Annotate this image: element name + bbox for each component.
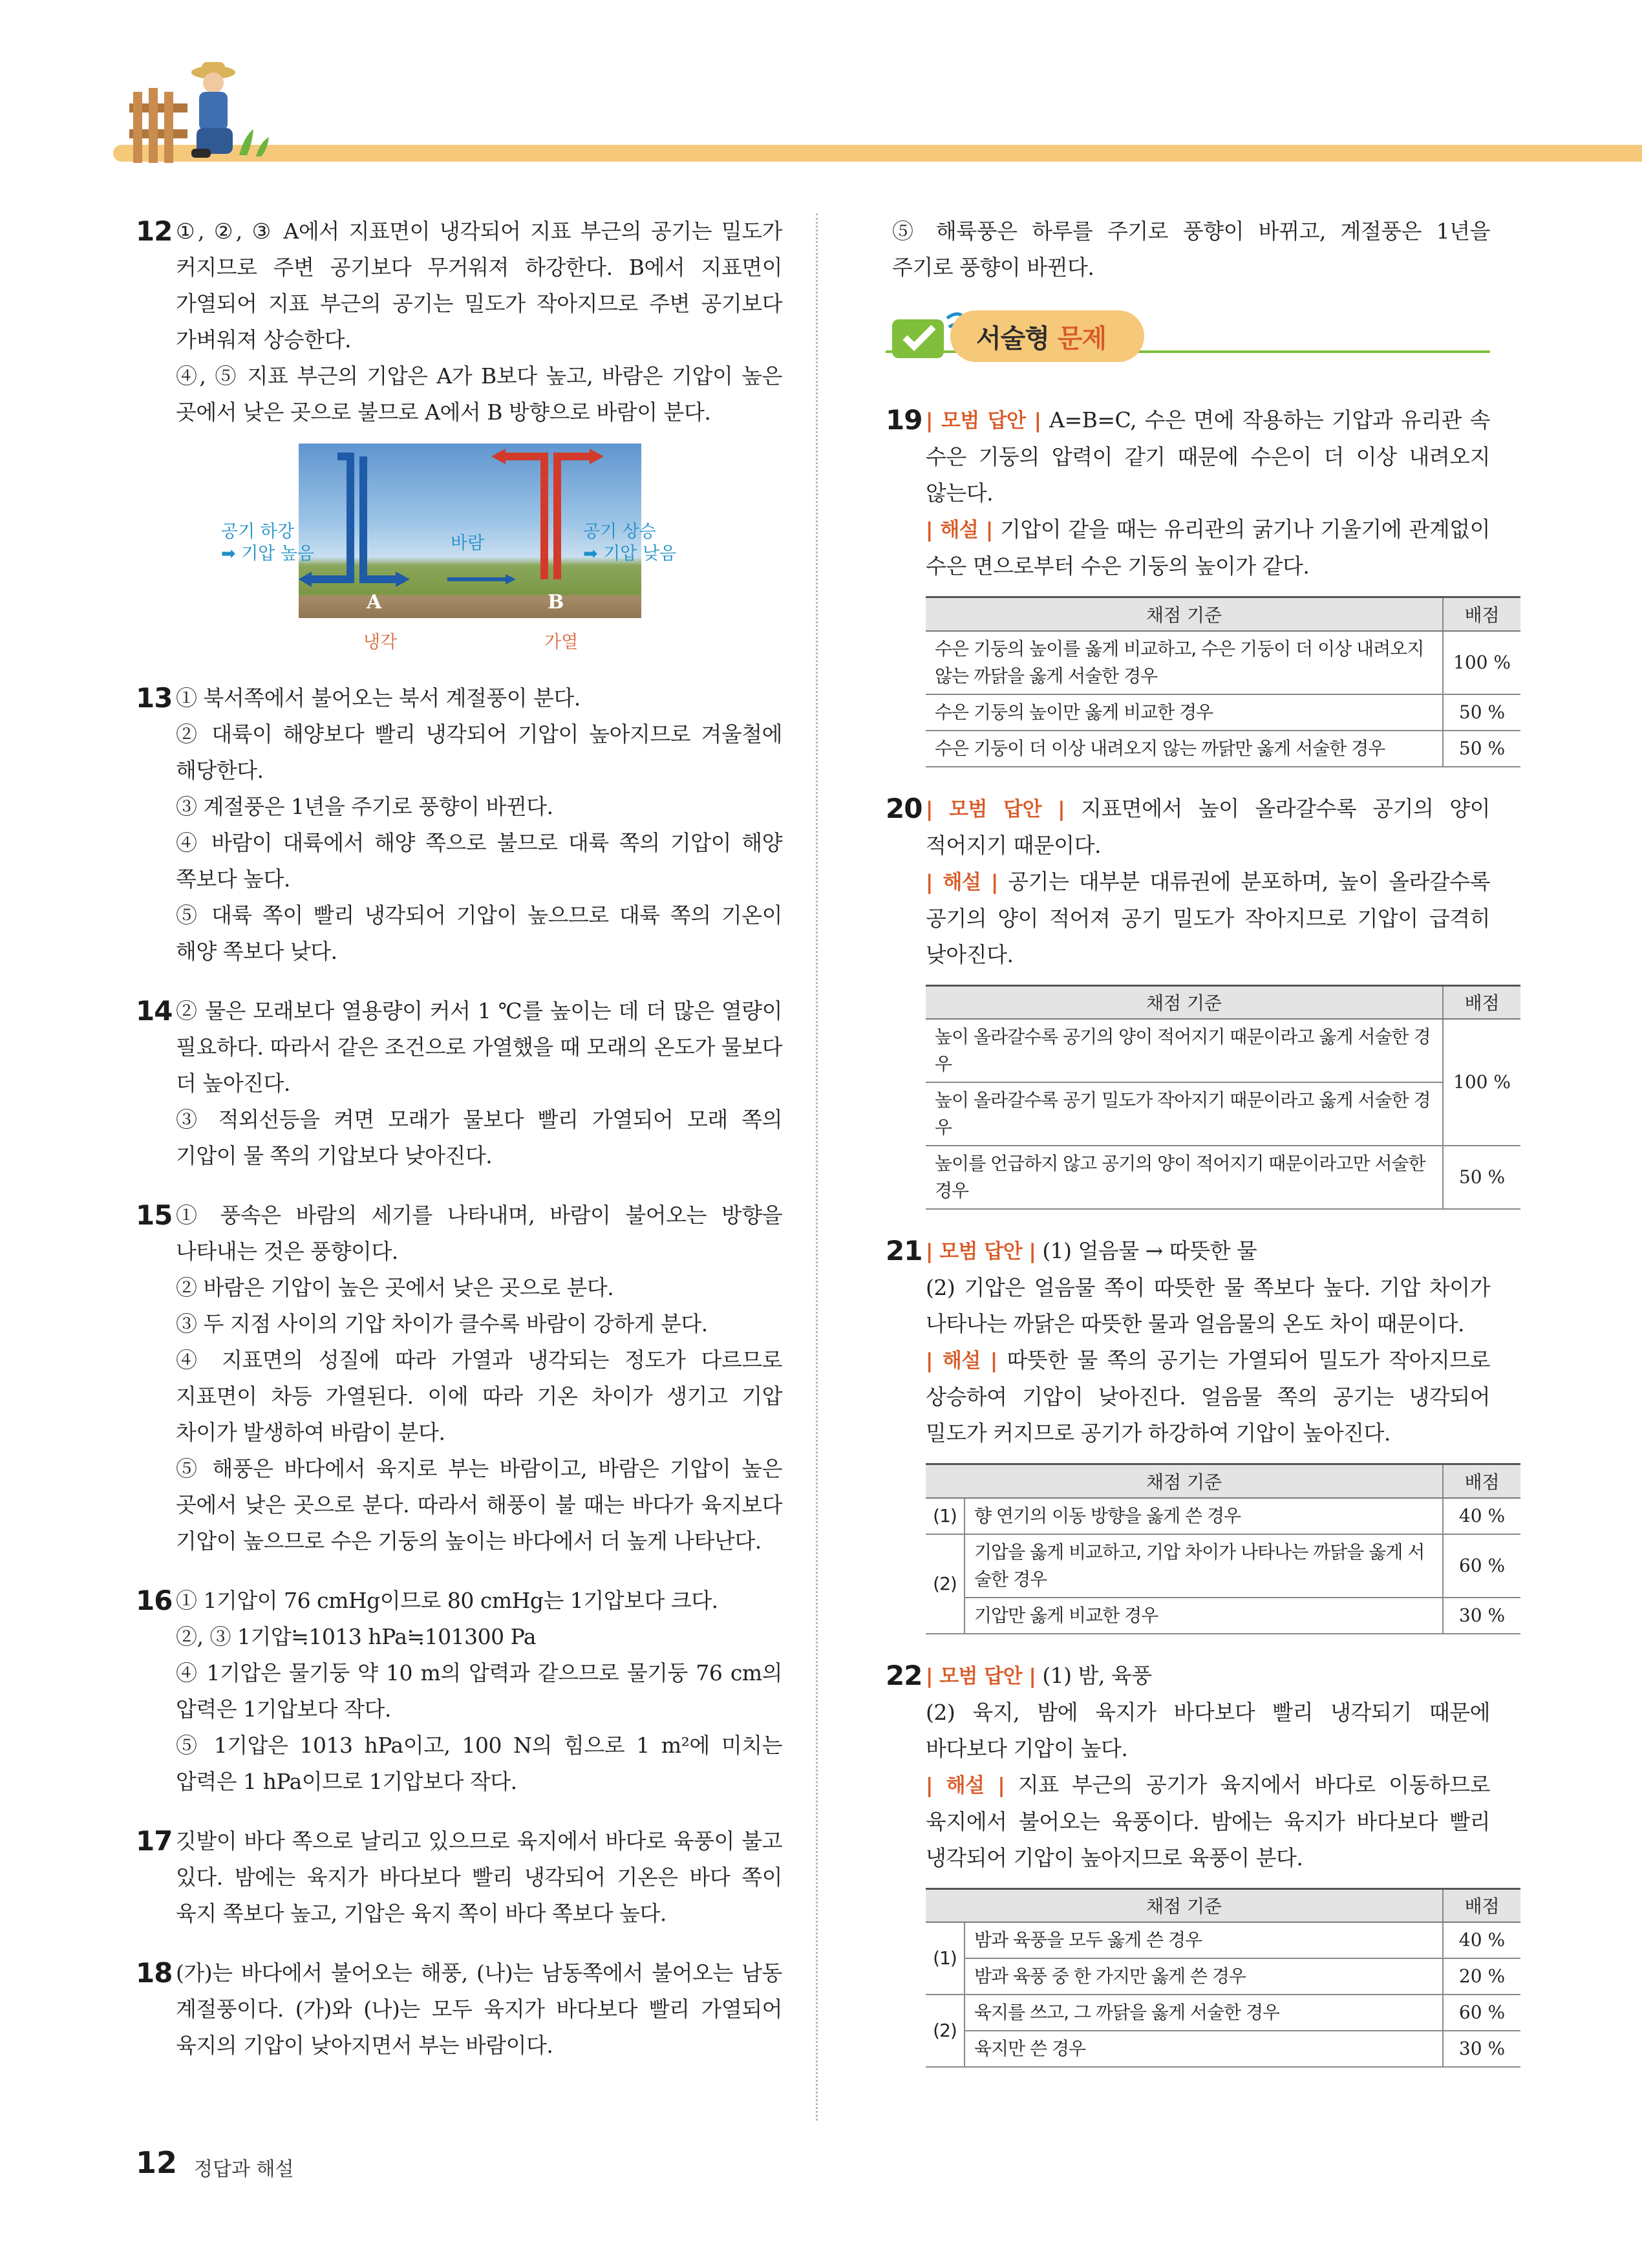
figure-point-a: A [367, 591, 382, 614]
criteria-cell: 수은 기둥의 높이를 옳게 비교하고, 수은 기둥이 더 이상 내려오지 않는 까닭을 옳게 서술한 경우 [926, 631, 1443, 694]
model-answer [926, 1233, 1490, 1270]
criteria-cell: 육지를 쓰고, 그 까닭을 옳게 서술한 경우 [965, 1995, 1443, 2031]
criteria-header: 채점 기준 [926, 1464, 1443, 1498]
figure-label-line: 공기 상승 [583, 522, 656, 542]
criteria-cell: 수은 기둥이 더 이상 내려오지 않는 까닭만 옳게 서술한 경우 [926, 731, 1443, 767]
table-row [926, 1019, 1520, 1082]
answer-text: ⑤ 대륙 쪽이 빨리 냉각되어 기압이 높으므로 대륙 쪽의 기온이 해양 쪽보다 낮다. [176, 903, 782, 964]
score-cell: 60 % [1443, 1534, 1520, 1598]
question-number: 21 [886, 1235, 922, 1267]
table-header-row [926, 1888, 1520, 1922]
section-title-accent: 문제 [1057, 324, 1107, 354]
score-cell: 60 % [1443, 1995, 1520, 2031]
explanation [926, 511, 1490, 584]
explanation [926, 1767, 1490, 1876]
air-circulation-figure [221, 444, 738, 657]
answer-item-15 [136, 1197, 782, 1559]
score-cell: 20 % [1443, 1958, 1520, 1995]
criteria-cell: 육지만 쓴 경우 [965, 2031, 1443, 2067]
answer-text-continued: ⑤ 해륙풍은 하루를 주기로 풍향이 바뀌고, 계절풍은 1년을 주기로 풍향이 바뀐다. [892, 219, 1490, 280]
answer-item-18 [136, 1955, 782, 2064]
page-footer-label: 정답과 해설 [194, 2158, 294, 2181]
figure-label-heating: 가열 [544, 632, 579, 652]
model-answer-tag: | 모범 답안 | [926, 1240, 1036, 1263]
explanation-text: 기압이 같을 때는 유리관의 굵기나 기울기에 관계없이 수은 면으로부터 수은 기둥의 높이가 같다. [926, 517, 1490, 579]
question-number: 19 [886, 404, 922, 436]
part-label: (1) [926, 1922, 965, 1995]
model-answer-tag: | 모범 답안 | [926, 1664, 1036, 1688]
table-row [926, 1958, 1520, 1995]
answer-text: ② 대륙이 해양보다 빨리 냉각되어 기압이 높아지므로 겨울철에 해당한다. [176, 722, 782, 783]
figure-label-line: ➡ 기압 높음 [221, 544, 315, 564]
answer-text: ④, ⑤ 지표 부근의 기압은 A가 B보다 높고, 바람은 기압이 높은 곳에서 낮은 곳으로 불므로 A에서 B 방향으로 바람이 분다. [176, 363, 782, 425]
answer-item-12 [136, 213, 782, 657]
figure-label-ascending [583, 521, 676, 565]
explanation-tag: | 해설 | [926, 1773, 1005, 1797]
score-cell: 30 % [1443, 2031, 1520, 2067]
answer-text: 깃발이 바다 쪽으로 날리고 있으므로 육지에서 바다로 육풍이 불고 있다. 밤에는 육지가 바다보다 빨리 냉각되어 기온은 바다 쪽이 육지 쪽보다 높고, 기압은 육지 쪽이 바다 쪽보다 높다. [176, 1828, 782, 1926]
table-row [926, 1082, 1520, 1146]
essay-item-20 [886, 791, 1511, 1210]
criteria-cell: 높이를 언급하지 않고 공기의 양이 적어지기 때문이라고만 서술한 경우 [926, 1146, 1443, 1209]
explanation-tag: | 해설 | [926, 519, 993, 542]
criteria-cell: 향 연기의 이동 방향을 옳게 쓴 경우 [965, 1498, 1443, 1534]
score-cell: 40 % [1443, 1922, 1520, 1958]
score-header: 배점 [1443, 1888, 1520, 1922]
answer-text: (가)는 바다에서 불어오는 해풍, (나)는 남동쪽에서 불어오는 남동 계절풍이다. (가)와 (나)는 모두 육지가 바다보다 빨리 가열되어 육지의 기압이 낮아지면서 부는 바람이다. [176, 1960, 782, 2058]
answer-text: ⑤ 1기압은 1013 hPa이고, 100 N의 힘으로 1 m²에 미치는 압력은 1 hPa이므로 1기압보다 작다. [176, 1733, 782, 1794]
figure-point-b: B [548, 591, 564, 614]
explanation-text: 지표 부근의 공기가 육지에서 바다로 이동하므로 육지에서 불어오는 육풍이다. 밤에는 육지가 바다보다 빨리 냉각되어 기압이 높아지므로 육풍이 분다. [926, 1771, 1490, 1870]
table-row [926, 1995, 1520, 2031]
answer-item-13 [136, 680, 782, 970]
page-number: 12 [136, 2145, 178, 2180]
left-column [136, 213, 782, 2087]
score-cell: 50 % [1443, 731, 1520, 767]
score-header: 배점 [1443, 1464, 1520, 1498]
model-answer [926, 1658, 1490, 1695]
criteria-cell: 수은 기둥의 높이만 옳게 비교한 경우 [926, 694, 1443, 731]
part-label: (1) [926, 1498, 965, 1534]
answer-text: ① 1기압이 76 cmHg이므로 80 cmHg는 1기압보다 크다. [176, 1588, 718, 1613]
score-cell: 30 % [1443, 1598, 1520, 1634]
question-number: 22 [886, 1659, 922, 1691]
explanation-text: 공기는 대부분 대류권에 분포하며, 높이 올라갈수록 공기의 양이 적어져 공기 밀도가 작아지므로 기압이 급격히 낮아진다. [926, 868, 1490, 967]
table-row [926, 1534, 1520, 1598]
model-answer-text: A=B=C, 수은 면에 작용하는 기압과 유리관 속 수은 기둥의 압력이 같기 때문에 수은이 더 이상 내려오지 않는다. [926, 407, 1490, 506]
grading-table [926, 1463, 1520, 1634]
question-number: 18 [136, 1957, 173, 1989]
model-answer-text: 지표면에서 높이 올라갈수록 공기의 양이 적어지기 때문이다. [926, 795, 1490, 858]
model-answer-tag: | 모범 답안 | [926, 797, 1065, 821]
answer-text: ①, ②, ③ A에서 지표면이 냉각되어 지표 부근의 공기는 밀도가 커지므로 주변 공기보다 무거워져 하강한다. B에서 지표면이 가열되어 지표 부근의 공기는 밀도가 작아지므로 주변 공기보다 가벼워져 상승한다. [176, 219, 782, 352]
model-answer [926, 402, 1490, 511]
answer-item-16 [136, 1583, 782, 1800]
essay-item-21 [886, 1233, 1506, 1634]
column-divider [816, 213, 818, 2121]
score-cell: 40 % [1443, 1498, 1520, 1534]
figure-label-descending [221, 521, 314, 565]
explanation [926, 1342, 1490, 1451]
figure-label-cooling: 냉각 [363, 632, 398, 652]
model-answer-text-2: (2) 기압은 얼음물 쪽이 따뜻한 물 쪽보다 높다. 기압 차이가 나타나는 까닭은 따뜻한 물과 얼음물의 온도 차이 때문이다. [926, 1275, 1490, 1336]
criteria-cell: 기압을 옳게 비교하고, 기압 차이가 나타나는 까닭을 옳게 서술한 경우 [965, 1534, 1443, 1598]
section-title [976, 318, 1106, 355]
table-row [926, 731, 1520, 767]
table-row [926, 631, 1520, 694]
answer-text: ① 풍속은 바람의 세기를 나타내며, 바람이 불어오는 방향을 나타내는 것은 풍향이다. [176, 1203, 782, 1264]
question-number: 20 [886, 792, 922, 824]
answer-text: ① 북서쪽에서 불어오는 북서 계절풍이 분다. [176, 685, 581, 711]
answer-text: ②, ③ 1기압≒1013 hPa≒101300 Pa [176, 1624, 537, 1649]
criteria-header: 채점 기준 [926, 1888, 1443, 1922]
table-header-row [926, 985, 1520, 1019]
explanation-text: 따뜻한 물 쪽의 공기는 가열되어 밀도가 작아지므로 상승하여 기압이 낮아진다. 얼음물 쪽의 공기는 냉각되어 밀도가 커지므로 공기가 하강하여 기압이 높아진다. [926, 1347, 1491, 1446]
table-row [926, 2031, 1520, 2067]
table-row [926, 1498, 1520, 1534]
score-header: 배점 [1443, 985, 1520, 1019]
table-header-row [926, 597, 1520, 631]
score-cell: 50 % [1443, 694, 1520, 731]
criteria-cell: 밤과 육풍 중 한 가지만 옳게 쓴 경우 [965, 1958, 1443, 1995]
score-cell: 50 % [1443, 1146, 1520, 1209]
question-number: 14 [136, 995, 173, 1027]
criteria-cell: 밤과 육풍을 모두 옳게 쓴 경우 [965, 1922, 1443, 1958]
explanation-tag: | 해설 | [926, 1349, 997, 1373]
farmer-mascot-icon [129, 58, 278, 165]
question-number: 15 [136, 1199, 173, 1231]
explanation-tag: | 해설 | [926, 870, 998, 894]
score-header: 배점 [1443, 597, 1520, 631]
model-answer-text: (1) 밤, 육풍 [1042, 1662, 1152, 1688]
answer-text: ③ 두 지점 사이의 기압 차이가 클수록 바람이 강하게 분다. [176, 1311, 708, 1336]
question-number: 13 [136, 682, 173, 714]
grading-table [926, 985, 1520, 1210]
figure-label-wind: 바람 [451, 533, 485, 553]
part-label: (2) [926, 1534, 965, 1634]
answer-item-17 [136, 1823, 782, 1932]
answer-text: ③ 적외선등을 켜면 모래가 물보다 빨리 가열되어 모래 쪽의 기압이 물 쪽의 기압보다 낮아진다. [176, 1107, 782, 1168]
model-answer [926, 791, 1490, 864]
question-number: 17 [136, 1825, 173, 1857]
answer-text: ② 바람은 기압이 높은 곳에서 낮은 곳으로 분다. [176, 1275, 614, 1300]
table-row [926, 694, 1520, 731]
explanation [926, 864, 1490, 973]
answer-text: ⑤ 해풍은 바다에서 육지로 부는 바람이고, 바람은 기압이 높은 곳에서 낮은 곳으로 분다. 따라서 해풍이 불 때는 바다가 육지보다 기압이 높으므로 수은 기둥의 높이는 바다에서 더 높게 나타난다. [176, 1456, 782, 1554]
essay-item-22 [886, 1658, 1506, 2068]
answer-text: ② 물은 모래보다 열용량이 커서 1 ℃를 높이는 데 더 많은 열량이 필요하다. 따라서 같은 조건으로 가열했을 때 모래의 온도가 물보다 더 높아진다. [176, 998, 782, 1096]
section-banner [886, 305, 1490, 376]
grading-table [926, 1888, 1520, 2068]
grading-table [926, 596, 1520, 767]
answer-text: ④ 지표면의 성질에 따라 가열과 냉각되는 정도가 다르므로 지표면이 차등 가열된다. 이에 따라 기온 차이가 생기고 기압 차이가 발생하여 바람이 분다. [176, 1347, 782, 1445]
right-column [886, 213, 1511, 2091]
figure-label-line: ➡ 기압 낮음 [583, 544, 677, 564]
criteria-cell: 높이 올라갈수록 공기 밀도가 작아지기 때문이라고 옳게 서술한 경우 [926, 1082, 1443, 1146]
model-answer-text-2: (2) 육지, 밤에 육지가 바다보다 빨리 냉각되기 때문에 바다보다 기압이 높다. [926, 1699, 1490, 1761]
table-row [926, 1922, 1520, 1958]
table-header-row [926, 1464, 1520, 1498]
part-label: (2) [926, 1995, 965, 2067]
figure-label-line: 공기 하강 [221, 522, 294, 542]
question-number: 16 [136, 1585, 173, 1616]
score-cell: 100 % [1443, 1019, 1520, 1146]
criteria-cell: 기압만 옳게 비교한 경우 [965, 1598, 1443, 1634]
criteria-header: 채점 기준 [926, 985, 1443, 1019]
criteria-header: 채점 기준 [926, 597, 1443, 631]
essay-item-19 [886, 402, 1511, 767]
section-title-main: 서술형 [976, 324, 1049, 354]
answer-item-14 [136, 993, 782, 1174]
table-row [926, 1598, 1520, 1634]
answer-text: ④ 1기압은 물기둥 약 10 m의 압력과 같으므로 물기둥 76 cm의 압력은 1기압보다 작다. [176, 1660, 782, 1722]
answer-text: ③ 계절풍은 1년을 주기로 풍향이 바뀐다. [176, 794, 553, 819]
model-answer-tag: | 모범 답안 | [926, 409, 1041, 433]
table-row [926, 1146, 1520, 1209]
answer-text: ④ 바람이 대륙에서 해양 쪽으로 불므로 대륙 쪽의 기압이 해양 쪽보다 높다. [176, 830, 782, 892]
question-number: 12 [136, 215, 173, 247]
header-band [113, 145, 1642, 162]
score-cell: 100 % [1443, 631, 1520, 694]
criteria-cell: 높이 올라갈수록 공기의 양이 적어지기 때문이라고 옳게 서술한 경우 [926, 1019, 1443, 1082]
model-answer-text: (1) 얼음물 → 따뜻한 물 [1042, 1238, 1257, 1263]
